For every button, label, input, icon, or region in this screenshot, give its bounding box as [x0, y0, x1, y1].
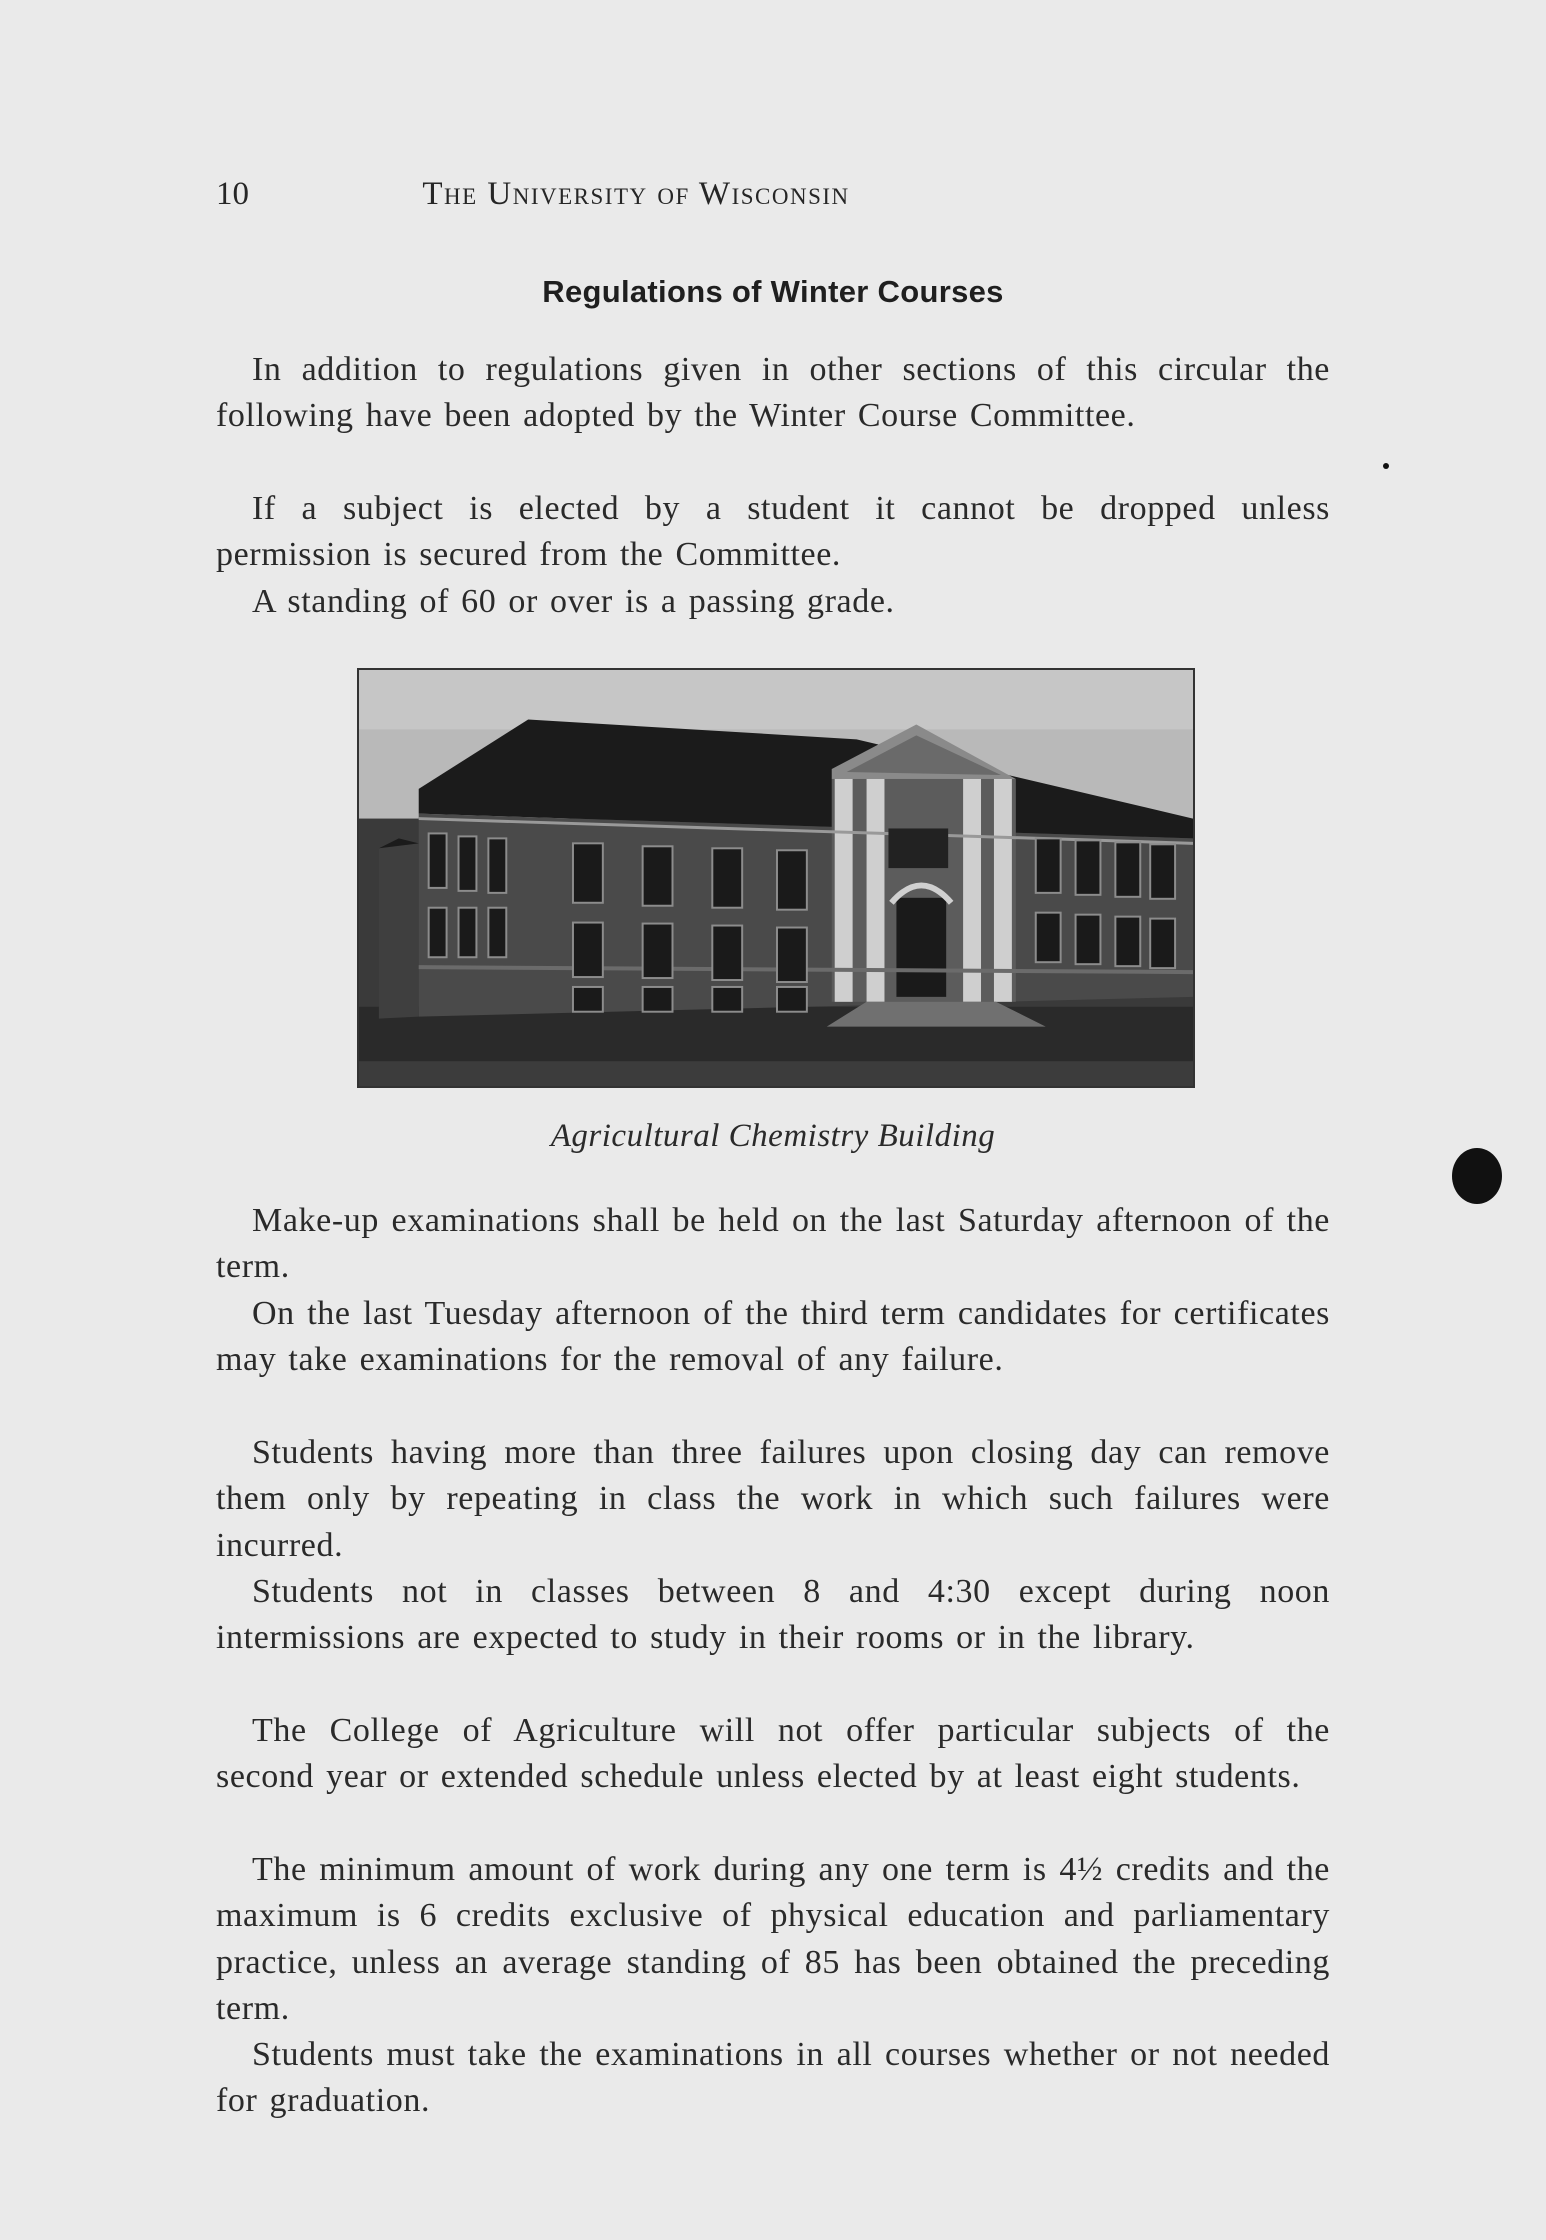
paragraph-study-hours: Students not in classes between 8 and 4:30 except during noon intermissions are expected to study in their rooms or in the library. [216, 1573, 1330, 1657]
paragraph-examinations-required: Students must take the examinations in all courses whether or not needed for graduation. [216, 2036, 1330, 2120]
paragraph-subject-drop: If a subject is elected by a student it cannot be dropped unless permission is secured from the Committee. [216, 490, 1330, 574]
paragraph-three-failures: Students having more than three failures upon closing day can remove them only by repeating in class the work in which such failures were incurred. [216, 1434, 1330, 1564]
figure-caption: Agricultural Chemistry Building [550, 1118, 996, 1154]
paragraph-credit-limits: The minimum amount of work during any one term is 4½ credits and the maximum is 6 credits exclusive of physical education and parliamentary practice, unless an average standing of 85 has been obtained the preceding term. [216, 1851, 1330, 2028]
page-number: 10 [216, 176, 249, 212]
building-illustration [359, 670, 1193, 1086]
building-photograph [357, 668, 1195, 1088]
section-heading: Regulations of Winter Courses [542, 274, 1004, 309]
running-title: The University of Wisconsin [422, 176, 850, 212]
paragraph-minimum-enrollment: The College of Agriculture will not offer particular subjects of the second year or extended schedule unless elected by at least eight students. [216, 1712, 1330, 1796]
running-head [216, 176, 1050, 216]
ink-speck [1383, 463, 1389, 469]
ink-blot [1452, 1148, 1502, 1204]
paragraph-regulations-intro: In addition to regulations given in other sections of this circular the following have been adopted by the Winter Course Committee. [216, 351, 1330, 435]
paragraph-passing-grade: A standing of 60 or over is a passing grade. [252, 583, 895, 620]
paragraph-makeup-exams: Make-up examinations shall be held on the last Saturday afternoon of the term. [216, 1202, 1330, 1286]
paragraph-removal-of-failure: On the last Tuesday afternoon of the third term candidates for certificates may take examinations for the removal of any failure. [216, 1295, 1330, 1379]
